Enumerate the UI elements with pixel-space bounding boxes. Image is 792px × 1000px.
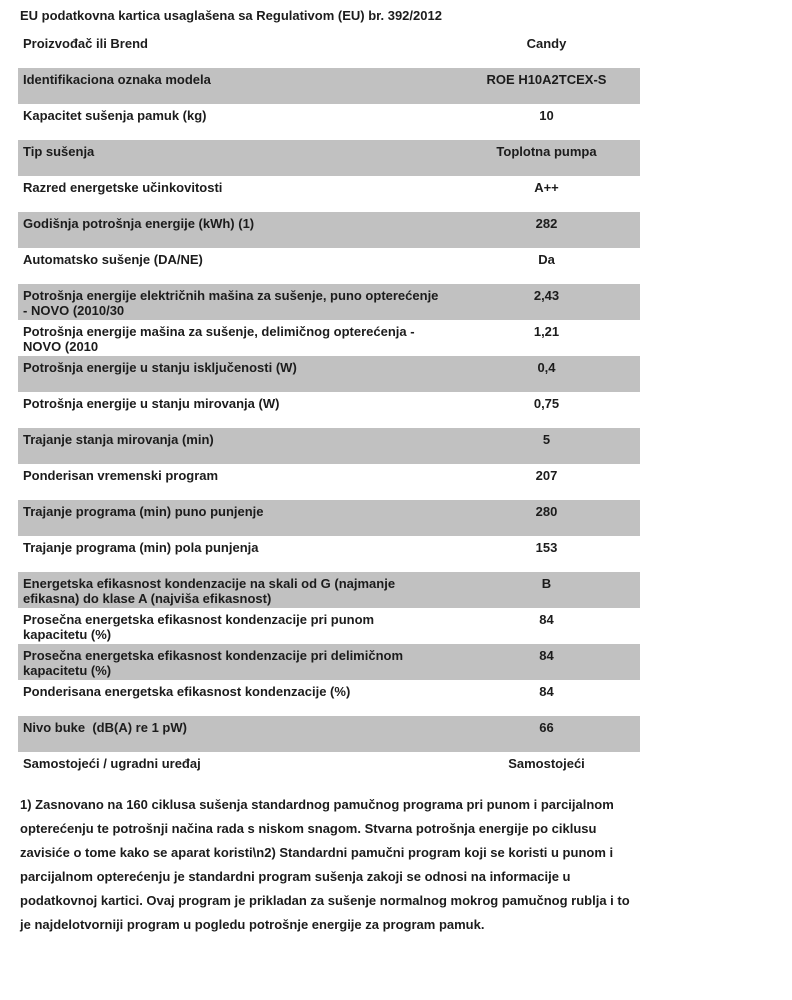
row-label: Energetska efikasnost kondenzacije na skali od G (najmanje efikasna) do klase A (najviša efikasnost) (23, 576, 399, 606)
table-row (18, 68, 640, 104)
row-label: Razred energetske učinkovitosti (23, 180, 223, 195)
row-value: 5 (542, 432, 551, 447)
row-label: Ponderisana energetska efikasnost kondenzacije (%) (23, 684, 351, 699)
row-value: Da (538, 252, 555, 267)
row-label: Potrošnja energije mašina za sušenje, delimičnog opterećenja - NOVO (2010 (23, 324, 419, 354)
row-value: 0,75 (533, 396, 560, 411)
row-value: 84 (539, 612, 554, 627)
row-value: 153 (535, 540, 558, 555)
table-row (18, 752, 640, 788)
table-row (18, 716, 640, 752)
row-value: Candy (526, 36, 567, 51)
table-row (18, 248, 640, 284)
document-title: EU podatkovna kartica usaglašena sa Regulativom (EU) br. 392/2012 (20, 8, 442, 23)
row-label: Tip sušenja (23, 144, 95, 159)
row-label: Kapacitet sušenja pamuk (kg) (23, 108, 207, 123)
row-label: Prosečna energetska efikasnost kondenzacije pri punom kapacitetu (%) (23, 612, 378, 642)
row-value: 280 (535, 504, 558, 519)
table-row (18, 32, 640, 68)
table-row (18, 356, 640, 392)
table-row (18, 608, 640, 644)
table-row (18, 176, 640, 212)
row-value: B (541, 576, 552, 591)
table-row (18, 500, 640, 536)
row-label: Trajanje programa (min) puno punjenje (23, 504, 264, 519)
table-row (18, 392, 640, 428)
table-row (18, 320, 640, 356)
row-value: 2,43 (533, 288, 560, 303)
row-value: 10 (539, 108, 554, 123)
row-value: 282 (535, 216, 558, 231)
row-value: 1,21 (533, 324, 560, 339)
row-label: Identifikaciona oznaka modela (23, 72, 211, 87)
table-row (18, 104, 640, 140)
row-value: 84 (539, 648, 554, 663)
row-value: 84 (539, 684, 554, 699)
row-label: Automatsko sušenje (DA/NE) (23, 252, 203, 267)
row-value: A++ (534, 180, 559, 195)
row-label: Proizvođač ili Brend (23, 36, 148, 51)
row-value: 0,4 (537, 360, 556, 375)
table-row (18, 464, 640, 500)
footnote-paragraph: 1) Zasnovano na 160 ciklusa sušenja standardnog pamučnog programa pri punom i parcijalnom opterećenju te potrošnji načina rada s niskom snagom. Stvarna potrošnja energije po ciklusu zavisiće o tome kako se aparat koristi\n2) Standardni pamučni program koji se koristi u punom i parcijalnom opterećenju je standardni program sušenja zakoji se odnosi na informacije u podatkovnoj kartici. Ovaj program je prikladan za sušenje normalnog mokrog pamučnog rublja i to je najdelotvorniji program u pogledu potrošnje energije za program pamuk. (20, 797, 634, 932)
row-label: Ponderisan vremenski program (23, 468, 219, 483)
row-label: Nivo buke (dB(A) re 1 pW) (23, 720, 187, 735)
row-value: Samostojeći (508, 756, 585, 771)
row-label: Prosečna energetska efikasnost kondenzacije pri delimičnom kapacitetu (%) (23, 648, 407, 678)
row-label: Godišnja potrošnja energije (kWh) (1) (23, 216, 255, 231)
table-row (18, 212, 640, 248)
table-row (18, 536, 640, 572)
row-label: Potrošnja energije u stanju mirovanja (W) (23, 396, 280, 411)
row-label: Potrošnja energije električnih mašina za sušenje, puno opterećenje - NOVO (2010/30 (23, 288, 443, 318)
table-row (18, 428, 640, 464)
row-value: 207 (535, 468, 558, 483)
data-table (18, 32, 640, 788)
row-value: ROE H10A2TCEX-S (486, 72, 607, 87)
table-row (18, 572, 640, 608)
table-row (18, 680, 640, 716)
row-label: Samostojeći / ugradni uređaj (23, 756, 201, 771)
row-label: Trajanje programa (min) pola punjenja (23, 540, 259, 555)
table-row (18, 644, 640, 680)
row-value: 66 (539, 720, 554, 735)
row-label: Trajanje stanja mirovanja (min) (23, 432, 214, 447)
row-value: Toplotna pumpa (496, 144, 597, 159)
row-label: Potrošnja energije u stanju isključenosti (W) (23, 360, 297, 375)
table-row (18, 284, 640, 320)
table-row (18, 140, 640, 176)
